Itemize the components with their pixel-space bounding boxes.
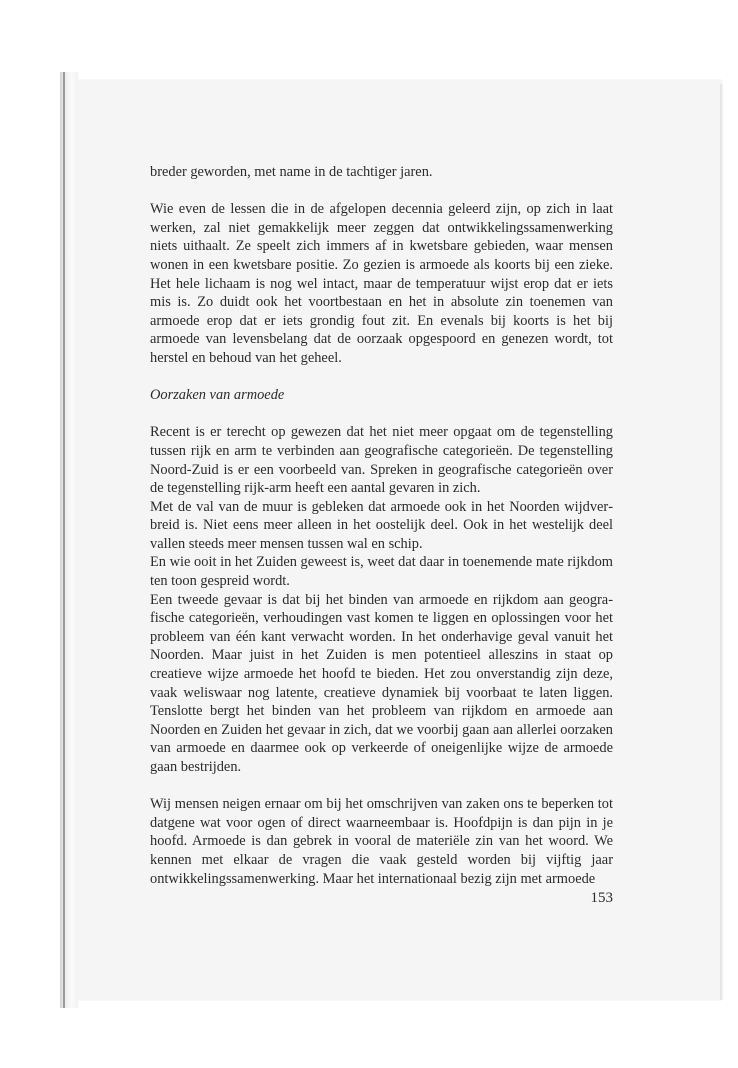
page-number: 153 — [590, 890, 613, 906]
page-right-edge — [720, 84, 723, 1000]
paragraph-continuation: breder geworden, met name in de tachtiger jaren. — [150, 164, 433, 180]
paragraph-geographic-categories: Recent is er terecht op gewezen dat het niet meer opgaat om de tegenstelling tussen rijk en arm te verbinden aan geografische categorieën. De tegenstelling Noord-Zuid is er een voorbeeld van. Spreken in geografische categorieën over de tegenstelling rijk-arm heeft een aantal gevaren in zich. — [150, 424, 613, 497]
paragraph-lessons: Wie even de lessen die in de afgelopen decennia geleerd zijn, op zich in laat werken, zal niet gemakkelijk meer zeggen dat ontwikkelingssamenwerking niets uithaalt. Ze speelt zich immers af in kwetsbare gebieden, waar mensen wonen in een kwetsbare positie. Zo gezien is armoede als koorts bij een zieke. Het hele lichaam is nog wel intact, maar de temperatuur wijst erop dat er iets mis is. Zo duidt ook het voortbestaan en het in absolute zin toenemen van armoede erop dat er iets grondig fout zit. En evenals bij koorts is het bij armoede van levensbelang dat de oorzaak opgespoord en genezen wordt, tot herstel en behoud van het geheel. — [150, 201, 613, 366]
body-text — [150, 163, 613, 888]
paragraph-fall-of-wall: Met de val van de muur is gebleken dat armoede ook in het Noorden wijdverbreid is. Niet eens meer alleen in het oostelijk deel. Ook in het westelijk deel vallen steeds meer mensen tussen wal en schip. — [150, 498, 613, 552]
book-spine-edge — [63, 72, 65, 1008]
paragraph-second-danger: Een tweede gevaar is dat bij het binden van armoede en rijkdom aan geografische categorieën, verhoudingen vast komen te liggen en oplossingen voor het probleem van één kant verwacht worden. In het onderhavige geval vanuit het Noorden. Maar juist in het Zuiden is men potentieel alleszins in staat op creatieve wijze armoede het hoofd te bieden. Het zou onverstandig zijn deze, vaak weliswaar nog latente, creatieve dynamiek bij voorbaat te laten liggen. Tenslotte bergt het binden van het probleem van rijkdom en armoede aan Noorden en Zuiden het gevaar in zich, dat we voorbij gaan aan allerlei oorzaken van armoede en daarmee ook op verkeerde of oneigenlijke wijze de armoede gaan bestrijden. — [150, 591, 613, 775]
paragraph-describing-things: Wij mensen neigen ernaar om bij het omschrijven van zaken ons te beperken tot datgene wat voor ogen of direct waarneembaar is. Hoofdpijn is dan pijn in je hoofd. Armoede is dan gebrek in vooral de materiële zin van het woord. We kennen met elkaar de vragen die vaak gesteld worden bij vijftig jaar ontwikkelingssamenwerking. Maar het internationaal bezig zijn met armoede — [150, 796, 613, 887]
paragraph-south-wealth: En wie ooit in het Zuiden geweest is, weet dat daar in toenemende mate rijkdom ten toon gespreid wordt. — [150, 554, 613, 590]
section-heading: Oorzaken van armoede — [150, 387, 285, 404]
